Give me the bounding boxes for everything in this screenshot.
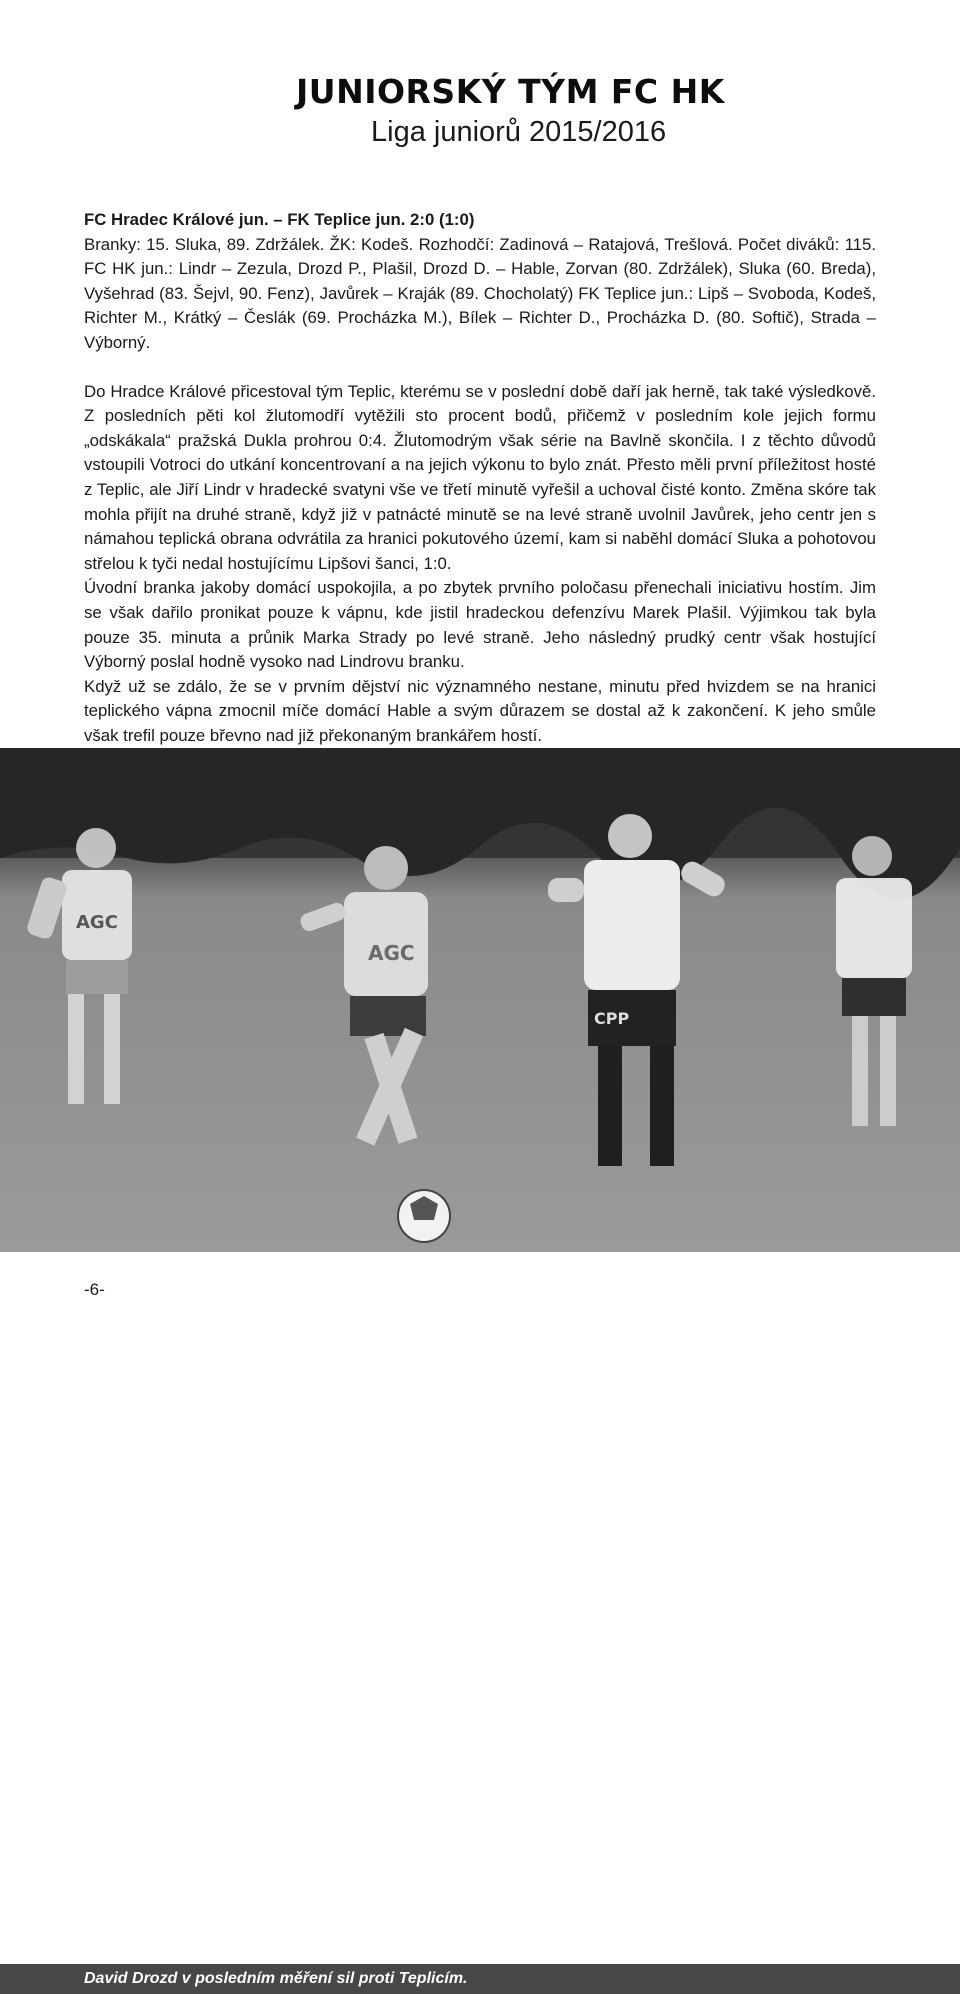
paragraph-gap bbox=[84, 356, 876, 380]
shirt-sponsor-text: AGC bbox=[368, 941, 415, 965]
shorts-sponsor-text: CPP bbox=[594, 1009, 630, 1028]
page-number: -6- bbox=[84, 1280, 105, 1299]
article-paragraph: Úvodní branka jakoby domácí uspokojila, a po zbytek prvního poločasu přenechali iniciativu hostím. Jim se však dařilo pronikat pouze k vápnu, kde jistil hradeckou defenzívu Marek Plašil. Výjimkou tak byla pouze 35. minuta a průnik Marka Strady po levé straně. Jeho následný prudký centr však hostující Výborný poslal hodně vysoko nad Lindrovu branku. bbox=[84, 578, 876, 672]
article-paragraph: Do Hradce Králové přicestoval tým Teplic, kterému se v poslední době daří jak herně, tak také výsledkově. Z posledních pěti kol žlutomodří vytěžili sto procent bodů, přičemž v posledním kole jejich formu „odskákala“ pražská Dukla prohrou 0:4. Žlutomodrým však série na Bavlně skončila. I z těchto důvodů vstoupili Votroci do utkání koncentrovaní a na jejich výkonu to bylo znát. Přesto měli první příležitost hosté z Teplic, ale Jiří Lindr v hradecké svatyni vše ve třetí minutě vyřešil a uchoval čisté konto. Změna skóre tak mohla přijít na druhé straně, když již v patnácté minutě se na levé straně uvolnil Javůrek, jeho centr jen s námahou teplická obrana odvrátila za hranici pokutového území, kam si naběhl domácí Sluka a pohotovou střelou k tyči nedal hostujícímu Lipšovi šanci, 1:0. bbox=[84, 381, 876, 573]
football bbox=[398, 1190, 450, 1242]
match-report bbox=[84, 208, 876, 748]
match-photo-illustration bbox=[0, 748, 960, 1252]
page-title: JUNIORSKÝ TÝM FC HK bbox=[296, 72, 725, 111]
shirt-sponsor-text: AGC bbox=[76, 912, 118, 933]
article-paragraph: Když už se zdálo, že se v prvním dějství nic významného nestane, minutu před hvizdem se na hranici teplického vápna zmocnil míče domácí Hable a svým důrazem se dostal až k zakončení. K jeho smůle však trefil pouze břevno nad již překonaným brankářem hostí. bbox=[84, 676, 876, 745]
match-photo bbox=[0, 748, 960, 1987]
page-subtitle: Liga juniorů 2015/2016 bbox=[371, 116, 667, 148]
match-heading: FC Hradec Králové jun. – FK Teplice jun. 2:0 (1:0) bbox=[84, 210, 475, 229]
match-details: Branky: 15. Sluka, 89. Zdržálek. ŽK: Kodeš. Rozhodčí: Zadinová – Ratajová, Trešlová. Počet diváků: 115. FC HK jun.: Lindr – Zezula, Drozd P., Plašil, Drozd D. – Hable, Zorvan (80. Zdržálek), Sluka (60. Breda), Vyšehrad (83. Šejvl, 90. Fenz), Javůrek – Kraják (89. Chocholatý) FK Teplice jun.: Lipš – Svoboda, Kodeš, Richter M., Krátký – Česlák (69. Procházka M.), Bílek – Richter D., Procházka D. (80. Softič), Strada – Výborný. bbox=[84, 234, 876, 352]
photo-caption: David Drozd v posledním měření sil proti Teplicím. bbox=[0, 1964, 960, 1994]
